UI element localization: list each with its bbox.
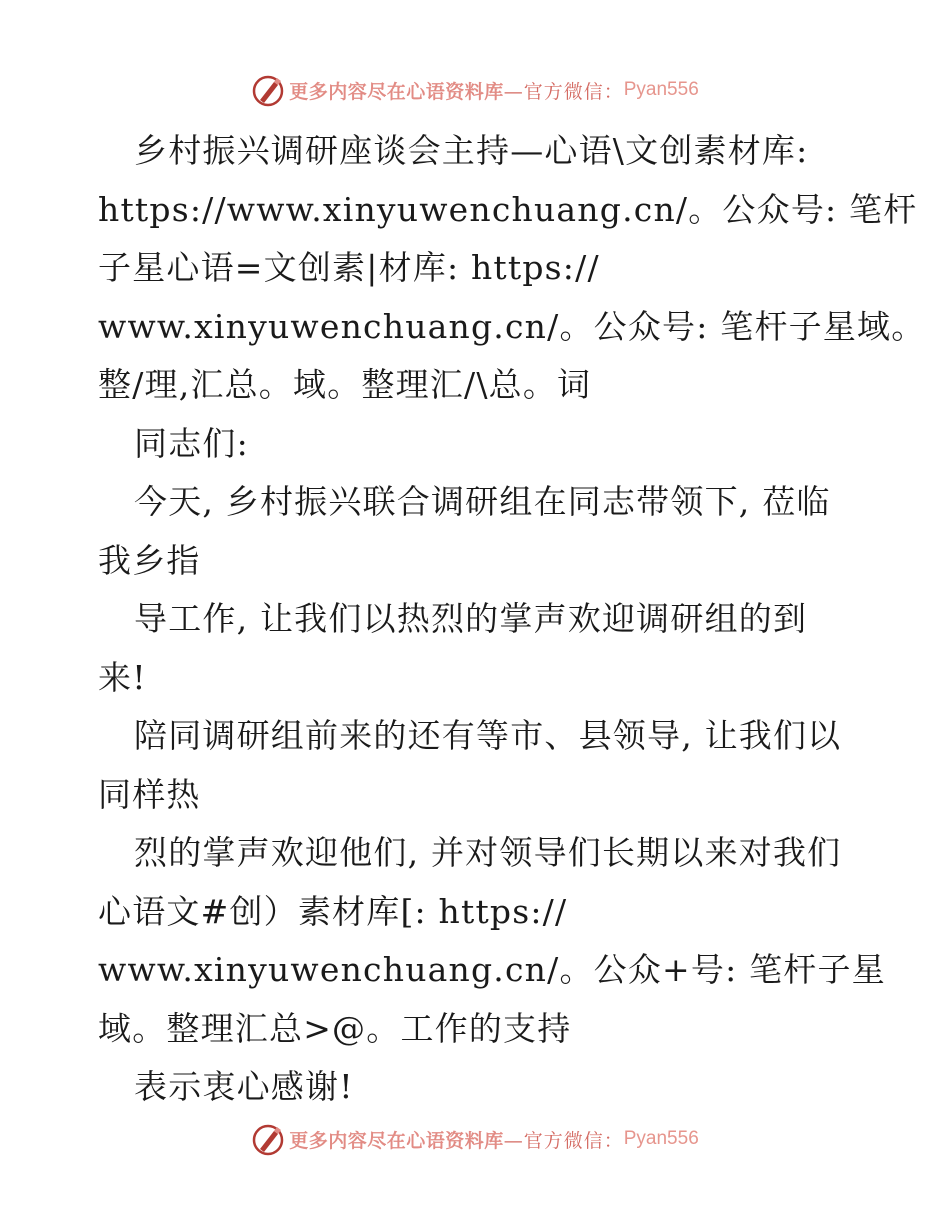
text-line: 整/理,汇总。域。整理汇/\总。词 xyxy=(98,365,592,404)
salutation-line: 同志们: xyxy=(134,423,249,463)
watermark-slogan: 更多内容尽在心语资料库 xyxy=(289,80,504,103)
footer-watermark-banner xyxy=(0,1119,950,1159)
text-line: 心语文#创）素材库[: https:// xyxy=(98,891,568,931)
paragraph-line: 今天, 乡村振兴联合调研组在同志带领下, 莅临 xyxy=(134,482,831,521)
document-title-line: 乡村振兴调研座谈会主持—心语\文创素材库: xyxy=(134,131,809,170)
text-line: 子星心语=文创素|材库: https:// xyxy=(98,248,600,287)
paragraph-line: 表示衷心感谢! xyxy=(134,1067,354,1106)
text-line: 同样热 xyxy=(98,774,201,814)
text-line: 域。整理汇总>@。工作的支持 xyxy=(98,1008,572,1048)
watermark-wechat-label: —官方微信： xyxy=(503,80,624,103)
watermark-slogan: 更多内容尽在心语资料库 xyxy=(289,1129,504,1152)
text-line: 我乡指 xyxy=(98,540,201,580)
text-line: 来! xyxy=(98,657,147,697)
watermark-wechat-account: Pyan556 xyxy=(623,79,699,100)
text-line: www.xinyuwenchuang.cn/。公众号: 笔杆子星域。 xyxy=(98,306,926,346)
paragraph-line: 陪同调研组前来的还有等市、县领导, 让我们以 xyxy=(134,716,842,755)
text-line: www.xinyuwenchuang.cn/。公众+号: 笔杆子星 xyxy=(98,950,886,989)
pen-logo-icon xyxy=(251,1122,285,1156)
watermark-wechat-account: Pyan556 xyxy=(623,1128,699,1149)
paragraph-line: 烈的掌声欢迎他们, 并对领导们长期以来对我们 xyxy=(134,833,842,872)
document-body xyxy=(98,122,926,1117)
watermark-wechat-label: —官方微信： xyxy=(503,1129,624,1152)
text-line: https://www.xinyuwenchuang.cn/。公众号: 笔杆 xyxy=(98,189,918,229)
paragraph-line: 导工作, 让我们以热烈的掌声欢迎调研组的到 xyxy=(134,599,808,638)
pen-logo-icon xyxy=(251,73,285,107)
header-watermark-banner xyxy=(0,70,950,110)
